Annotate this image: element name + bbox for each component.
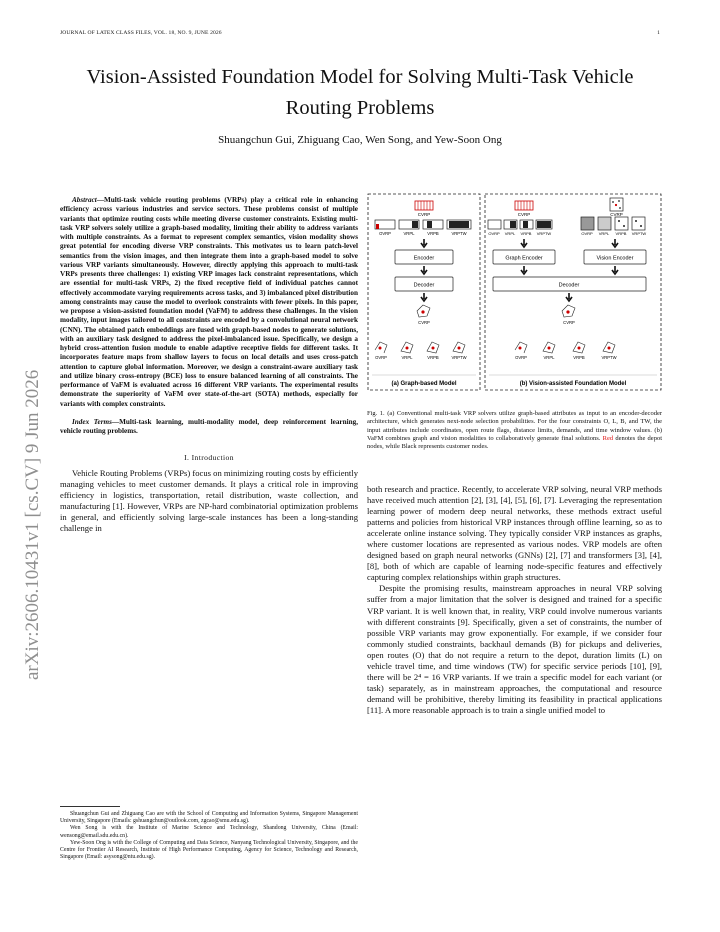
abstract-text: —Multi-task vehicle routing problems (VRPs) play a critical role in enhancing efficiency across various industries and service sectors. These problems consist of multiple variants that optimize routing costs while meeting diverse customer constraints. Existing multi-task VRP solvers solely utilize a graph-based modality, limiting their ability to address variants with multiple constraints. As a format to represent complex semantics, vision modality shows great potential for encoding diverse VRP constraints. This motivates us to learn patch-level semantics from the vision images, and then integrate them into a graph-based model to solve various VRP variants simultaneously. However, directly applying this approach to multi-task VRPs presents three challenges: 1) existing VRP images lack constraint representations, which are essential for multi-task VRPs, 2) the fixed receptive field of individual patches cannot effectively accommodate varying requirements across tasks, and 3) imbalanced pixel distribution among constraints may cause the model to overlook constraints with fewer pixels. In this paper, we propose a vision-assisted foundation model (VaFM) to address these challenges. In the vision modality, input images tailored to all constraints are encoded by a convolutional neural network (CNN). The obtained patch embeddings are fused with graph-based nodes to generate solutions, with an auxiliary task designed to address the pixel-imbalanced issue. Specifically, we design a hybrid cross-attention fusion module to enable adaptive receptive fields for different tasks. It incorporates feature maps from shallow layers to focus on local details and uses cross-patch attention to capture global information. Moreover, we design a constraint-aware auxiliary task and utilize binary cross-entropy (BCE) loss to ensure balanced learning of all constraints. The performance of VaFM is evaluated across 16 different VRP variants. The experimental results demonstrate the superiority of VaFM over state-of-the-art (SOTA) methods, especially for variants with complex constraints.: [60, 196, 358, 408]
panel-a-vrpb-route-label: VRPB: [427, 355, 439, 360]
panel-a-ovrp-label: OVRP: [379, 231, 391, 236]
panel-b-variant-routes: [515, 342, 615, 353]
figure-1-caption: [367, 410, 662, 451]
intro-paragraph-left: [60, 468, 358, 534]
panel-a-variant-routes: [375, 342, 465, 353]
panel-b-cvrp-attributes: [515, 201, 533, 210]
panel-a-vrpl-label: VRPL: [403, 231, 415, 236]
panel-b-title: (b) Vision-assisted Foundation Model: [519, 381, 627, 387]
panel-b-cvrp-route-label: CVRP: [563, 320, 575, 325]
panel-a-vrpb-label: VRPB: [427, 231, 439, 236]
arrow-down-icon: [612, 239, 618, 247]
panel-b-vrpb-image-label: VRPB: [615, 231, 627, 236]
footnotes: [60, 811, 358, 861]
index-terms-label: Index Terms: [72, 417, 112, 426]
panel-b-vrpl-route-label: VRPL: [543, 355, 555, 360]
panel-b-cvrp-route: [562, 305, 575, 317]
panel-b-cvrp-image-label: CVRP: [610, 212, 623, 217]
panel-b-variant-attributes: [488, 220, 552, 229]
arxiv-stamp-text: arXiv:2606.10431v1 [cs.CV] 9 Jun 2026: [22, 369, 43, 680]
panel-a-vrptw-route-label: VRPTW: [451, 355, 467, 360]
panel-b-cvrp-image: [610, 198, 623, 211]
panel-b-vrptw-route-label: VRPTW: [601, 355, 617, 360]
intro-text-right-1: both research and practice. Recently, to accelerate VRP solving, neural VRP methods have received much attention [2], [3], [4], [5], [6], [7]. Leveraging the representation learning power of modern deep neural networks, these methods extract useful patterns and policies from historical VRP instances through offline learning, so as to accelerate online instance solving. They typically consider VRP instances as graphs, where customer locations are represented as various nodes. VRP models are often designed based on graph neural networks (GNNs) [2], [7] and transformers [3], [4], [8], both of which are capable of learning node-specific features and effectively capturing complex relationships within graph structures.: [367, 484, 662, 583]
arrow-down-icon: [566, 293, 572, 301]
footnote-3: Yew-Soon Ong is with the College of Computing and Data Science, Nanyang Technological University, Singapore, and the Centre for Frontier AI Research, Institute of High Performance Computing, Agency for Science, Technology and Research, Singapore (Email: asysong@ntu.edu.sg).: [60, 839, 358, 861]
panel-b-vrptw-label: VRPTW: [536, 231, 552, 236]
panel-a-cvrp-label: CVRP: [417, 212, 431, 217]
panel-b-vrptw-image-label: VRPTW: [631, 231, 647, 236]
caption-text-a: Fig. 1. (a) Conventional multi-task VRP solvers utilize graph-based attributes as input to an encoder-decoder architecture, which generates next-node selection probabilities. For the four constraints O, L, B, and TW, the input attributes include coordinates, open route flags, distance limits, demands, and time window values. (b) VaFM combines graph and vision modalities to collaboratively generate final solutions.: [367, 410, 662, 442]
figure-1-diagram: [367, 193, 662, 393]
panel-b-decoder-label: Decoder: [558, 282, 580, 289]
right-column: [367, 484, 662, 716]
panel-b-vrpb-label: VRPB: [520, 231, 532, 236]
index-terms: [60, 418, 358, 437]
arrow-down-icon: [521, 266, 527, 274]
footnote-2: Wen Song is with the Institute of Marine Science and Technology, Shandong University, China (Email: wensong@email.sdu.edu.cn).: [60, 825, 358, 839]
encoder-label: Encoder: [413, 255, 435, 262]
figure-1: [367, 193, 662, 393]
panel-b-vrpl-label: VRPL: [504, 231, 516, 236]
intro-text-right-2: Despite the promising results, mainstream approaches in neural VRP solving suffer from a major limitation that the solver is designed and trained for a specific VRP variant. It is well known that, in reality, VRP could involve numerous variants with different constraints [9]. Specifically, given a set of constraints, the number of possible VRP variants may grow exponentially. For example, if we consider four commonly studied constraints, backhaul demands (B) for pickups and deliveries, open routes (O) that do not require a return to the depot, duration limits (L) on vehicle travel time, and time windows (TW) for specific service periods [10], [9], there will be 2⁴ = 16 VRP variants. If we train a specific model for each variant (or task) separately, as in mainstream approaches, the computational and resource demand will be prohibitive, thereby limiting its feasibility in practical applications [11]. A more reasonable approach is to train a single unified model to: [367, 583, 662, 715]
panel-a-cvrp-route: [417, 305, 430, 317]
caption-text-b: denotes the depot nodes, while Black represents customer nodes.: [367, 434, 662, 451]
arxiv-stamp: [18, 200, 48, 680]
panel-b-ovrp-image-label: OVRP: [581, 231, 593, 236]
paper-title: Vision-Assisted Foundation Model for Solving Multi-Task Vehicle Routing Problems: [86, 66, 634, 119]
panel-b-vrpl-image-label: VRPL: [598, 231, 610, 236]
panel-a-cvrp-attributes: [415, 201, 433, 210]
author-list: Shuangchun Gui, Zhiguang Cao, Wen Song, and Yew-Soon Ong: [218, 134, 502, 146]
arrow-down-icon: [421, 239, 427, 247]
graph-encoder-label: Graph Encoder: [505, 255, 543, 262]
panel-b-vrpb-route-label: VRPB: [573, 355, 585, 360]
panel-b-ovrp-route-label: OVRP: [515, 355, 527, 360]
footnote-rule: [60, 806, 120, 807]
decoder-label: Decoder: [413, 282, 435, 289]
arrow-down-icon: [521, 239, 527, 247]
vision-encoder-label: Vision Encoder: [596, 255, 634, 262]
intro-paragraphs-right: [367, 484, 662, 716]
section-heading: I. Introduction: [184, 453, 234, 463]
panel-b-cvrp-label: CVRP: [517, 212, 531, 217]
abstract-label: Abstract: [72, 196, 97, 204]
left-column: [60, 196, 358, 535]
arrow-down-icon: [421, 293, 427, 301]
panel-a-vrpl-route-label: VRPL: [401, 355, 413, 360]
panel-a-ovrp-route-label: OVRP: [375, 355, 387, 360]
panel-a-vrptw-label: VRPTW: [451, 231, 467, 236]
panel-b-variant-images: [581, 217, 645, 230]
abstract: [60, 196, 358, 409]
panel-a-cvrp-route-label: CVRP: [418, 320, 430, 325]
page-number: 1: [657, 30, 660, 36]
footnote-1: Shuangchun Gui and Zhiguang Cao are with the School of Computing and Information Systems, Singapore Management University, Singapore (Emails: gshuangchun@outlook.com, zgcao@smu.edu.sg).: [60, 811, 358, 825]
intro-text-left: Vehicle Routing Problems (VRPs) focus on minimizing routing costs by efficiently managing vehicles to meet customer demands. It plays a critical role in improving efficiency in logistics, transportation, retail distribution, waste collection, and manufacturing [1]. However, VRPs are NP-hard combinatorial optimization problems in general, and efficiently solving large-scale instances has been a long-standing challenge in: [60, 468, 358, 534]
arrow-down-icon: [612, 266, 618, 274]
running-header: JOURNAL OF LATEX CLASS FILES, VOL. 18, NO. 9, JUNE 2026: [60, 30, 222, 36]
arrow-down-icon: [421, 266, 427, 274]
caption-red-word: Red: [602, 434, 614, 442]
panel-b-ovrp-label: OVRP: [488, 231, 500, 236]
index-terms-text: —Multi-task learning, multi-modality model, deep reinforcement learning, vehicle routing problems.: [60, 417, 358, 435]
panel-a-title: (a) Graph-based Model: [391, 381, 457, 387]
panel-a-variant-attributes: [375, 220, 471, 229]
